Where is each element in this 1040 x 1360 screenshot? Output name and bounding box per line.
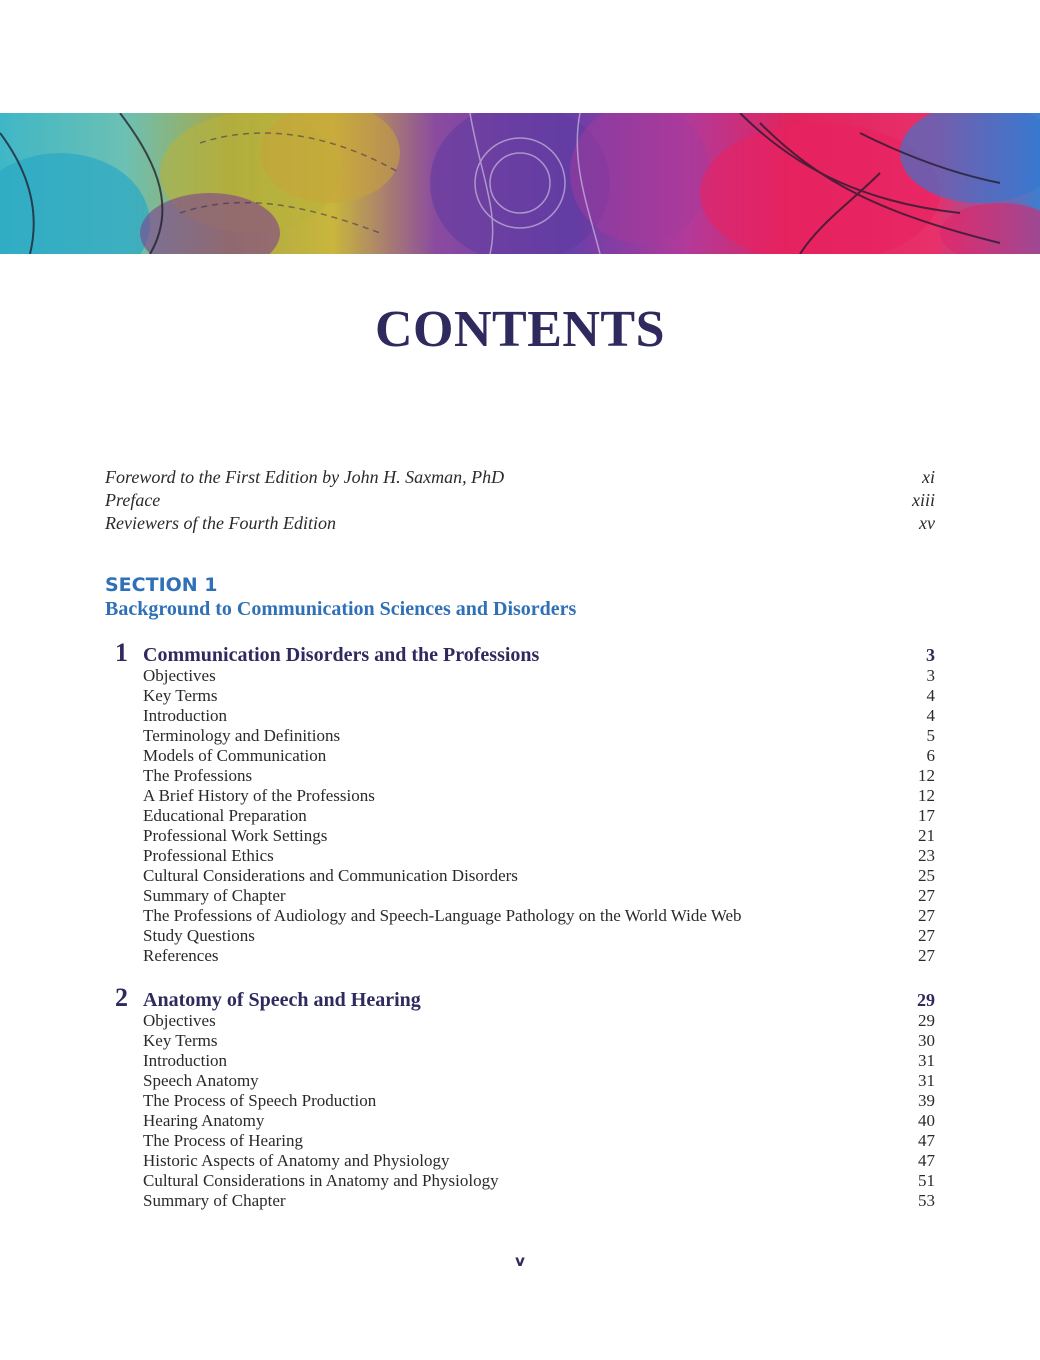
toc-entry-label: Key Terms [143, 686, 218, 705]
toc-entry[interactable] [143, 1031, 935, 1051]
front-matter-list [105, 466, 935, 535]
toc-entry[interactable] [143, 766, 935, 786]
toc-entry-page: 31 [918, 1051, 935, 1070]
front-matter-label: Reviewers of the Fourth Edition [105, 513, 336, 533]
toc-entry[interactable] [143, 806, 935, 826]
toc-entry-page: 27 [918, 946, 935, 965]
toc-entry-label: Hearing Anatomy [143, 1111, 265, 1130]
toc-entry-label: Educational Preparation [143, 806, 307, 825]
toc-entry-page: 47 [918, 1151, 935, 1170]
toc-entry-page: 6 [926, 746, 935, 765]
toc-entry-page: 27 [918, 926, 935, 945]
toc-entry[interactable] [143, 826, 935, 846]
decorative-banner [0, 113, 1040, 254]
chapter-items [115, 1011, 935, 1211]
section-title: Background to Communication Sciences and Disorders [105, 598, 577, 620]
chapter-1 [115, 640, 935, 966]
toc-entry-label: Objectives [143, 666, 216, 685]
front-matter-page: xiii [912, 490, 935, 510]
section-label: SECTION 1 [105, 574, 218, 596]
toc-entry[interactable] [143, 746, 935, 766]
toc-entry-label: The Process of Speech Production [143, 1091, 377, 1110]
toc-entry[interactable] [143, 926, 935, 946]
toc-entry-label: Cultural Considerations and Communication Disorders [143, 866, 518, 885]
toc-entry-page: 39 [918, 1091, 935, 1110]
toc-entry[interactable] [143, 1131, 935, 1151]
page-title: CONTENTS [374, 301, 666, 358]
toc-entry-page: 4 [926, 686, 935, 705]
toc-entry-page: 4 [926, 706, 935, 725]
toc-entry-label: Cultural Considerations in Anatomy and Physiology [143, 1171, 499, 1190]
toc-entry-label: Study Questions [143, 926, 255, 945]
toc-entry-label: A Brief History of the Professions [143, 786, 375, 805]
toc-entry-page: 27 [918, 886, 935, 905]
toc-entry-page: 51 [918, 1171, 935, 1190]
front-matter-label: Preface [105, 490, 161, 510]
toc-entry-page: 5 [926, 726, 935, 745]
toc-entry-label: The Process of Hearing [143, 1131, 304, 1150]
toc-entry[interactable] [143, 1071, 935, 1091]
toc-entry-label: Historic Aspects of Anatomy and Physiology [143, 1151, 450, 1170]
toc-entry-page: 30 [918, 1031, 935, 1050]
front-matter-page: xv [919, 513, 935, 533]
toc-entry-page: 53 [918, 1191, 935, 1210]
toc-entry-label: Professional Work Settings [143, 826, 328, 845]
page-folio: v [515, 1252, 525, 1270]
chapter-title: Anatomy of Speech and Hearing [143, 989, 421, 1011]
toc-entry[interactable] [143, 1091, 935, 1111]
toc-entry-label: Summary of Chapter [143, 1191, 286, 1210]
toc-entry[interactable] [143, 866, 935, 886]
toc-entry-label: Professional Ethics [143, 846, 274, 865]
toc-entry[interactable] [143, 706, 935, 726]
front-matter-label: Foreword to the First Edition by John H. Saxman, PhD [105, 467, 505, 487]
toc-entry-page: 29 [918, 1011, 935, 1030]
toc-entry-label: Objectives [143, 1011, 216, 1030]
chapter-number: 2 [115, 983, 128, 1012]
toc-entry[interactable] [143, 666, 935, 686]
front-matter-page: xi [922, 467, 935, 487]
toc-entry-page: 27 [918, 906, 935, 925]
toc-entry-label: Summary of Chapter [143, 886, 286, 905]
chapter-number: 1 [115, 638, 128, 667]
chapter-heading[interactable] [115, 640, 935, 666]
toc-entry-label: Key Terms [143, 1031, 218, 1050]
toc-entry-page: 47 [918, 1131, 935, 1150]
toc-entry-page: 31 [918, 1071, 935, 1090]
chapter-2 [115, 985, 935, 1211]
toc-entry-page: 12 [918, 786, 935, 805]
toc-entry[interactable] [143, 886, 935, 906]
front-matter-item[interactable] [105, 466, 935, 489]
toc-entry-label: The Professions of Audiology and Speech-Language Pathology on the World Wide Web [143, 906, 742, 925]
front-matter-item[interactable] [105, 512, 935, 535]
toc-entry[interactable] [143, 1151, 935, 1171]
toc-entry-label: Speech Anatomy [143, 1071, 259, 1090]
toc-entry-label: Introduction [143, 706, 228, 725]
toc-entry-label: Introduction [143, 1051, 228, 1070]
toc-entry[interactable] [143, 786, 935, 806]
toc-entry[interactable] [143, 1191, 935, 1211]
toc-entry-page: 40 [918, 1111, 935, 1130]
toc-entry-label: Terminology and Definitions [143, 726, 341, 745]
toc-entry-page: 12 [918, 766, 935, 785]
chapter-page: 3 [926, 645, 935, 665]
toc-entry[interactable] [143, 946, 935, 966]
toc-entry[interactable] [143, 1111, 935, 1131]
toc-entry-page: 21 [918, 826, 935, 845]
toc-entry-page: 3 [926, 666, 935, 685]
toc-entry[interactable] [143, 686, 935, 706]
toc-entry-page: 23 [918, 846, 935, 865]
toc-entry[interactable] [143, 906, 935, 926]
chapter-title: Communication Disorders and the Professions [143, 644, 540, 666]
toc-entry[interactable] [143, 1051, 935, 1071]
chapter-items [115, 666, 935, 966]
toc-entry-label: References [143, 946, 219, 965]
toc-entry-page: 25 [918, 866, 935, 885]
toc-entry-label: Models of Communication [143, 746, 327, 765]
toc-entry-page: 17 [918, 806, 935, 825]
toc-entry[interactable] [143, 726, 935, 746]
chapter-page: 29 [917, 990, 935, 1010]
toc-entry-label: The Professions [143, 766, 253, 785]
toc-entry[interactable] [143, 1171, 935, 1191]
front-matter-item[interactable] [105, 489, 935, 512]
chapter-heading[interactable] [115, 985, 935, 1011]
toc-entry[interactable] [143, 1011, 935, 1031]
toc-entry[interactable] [143, 846, 935, 866]
